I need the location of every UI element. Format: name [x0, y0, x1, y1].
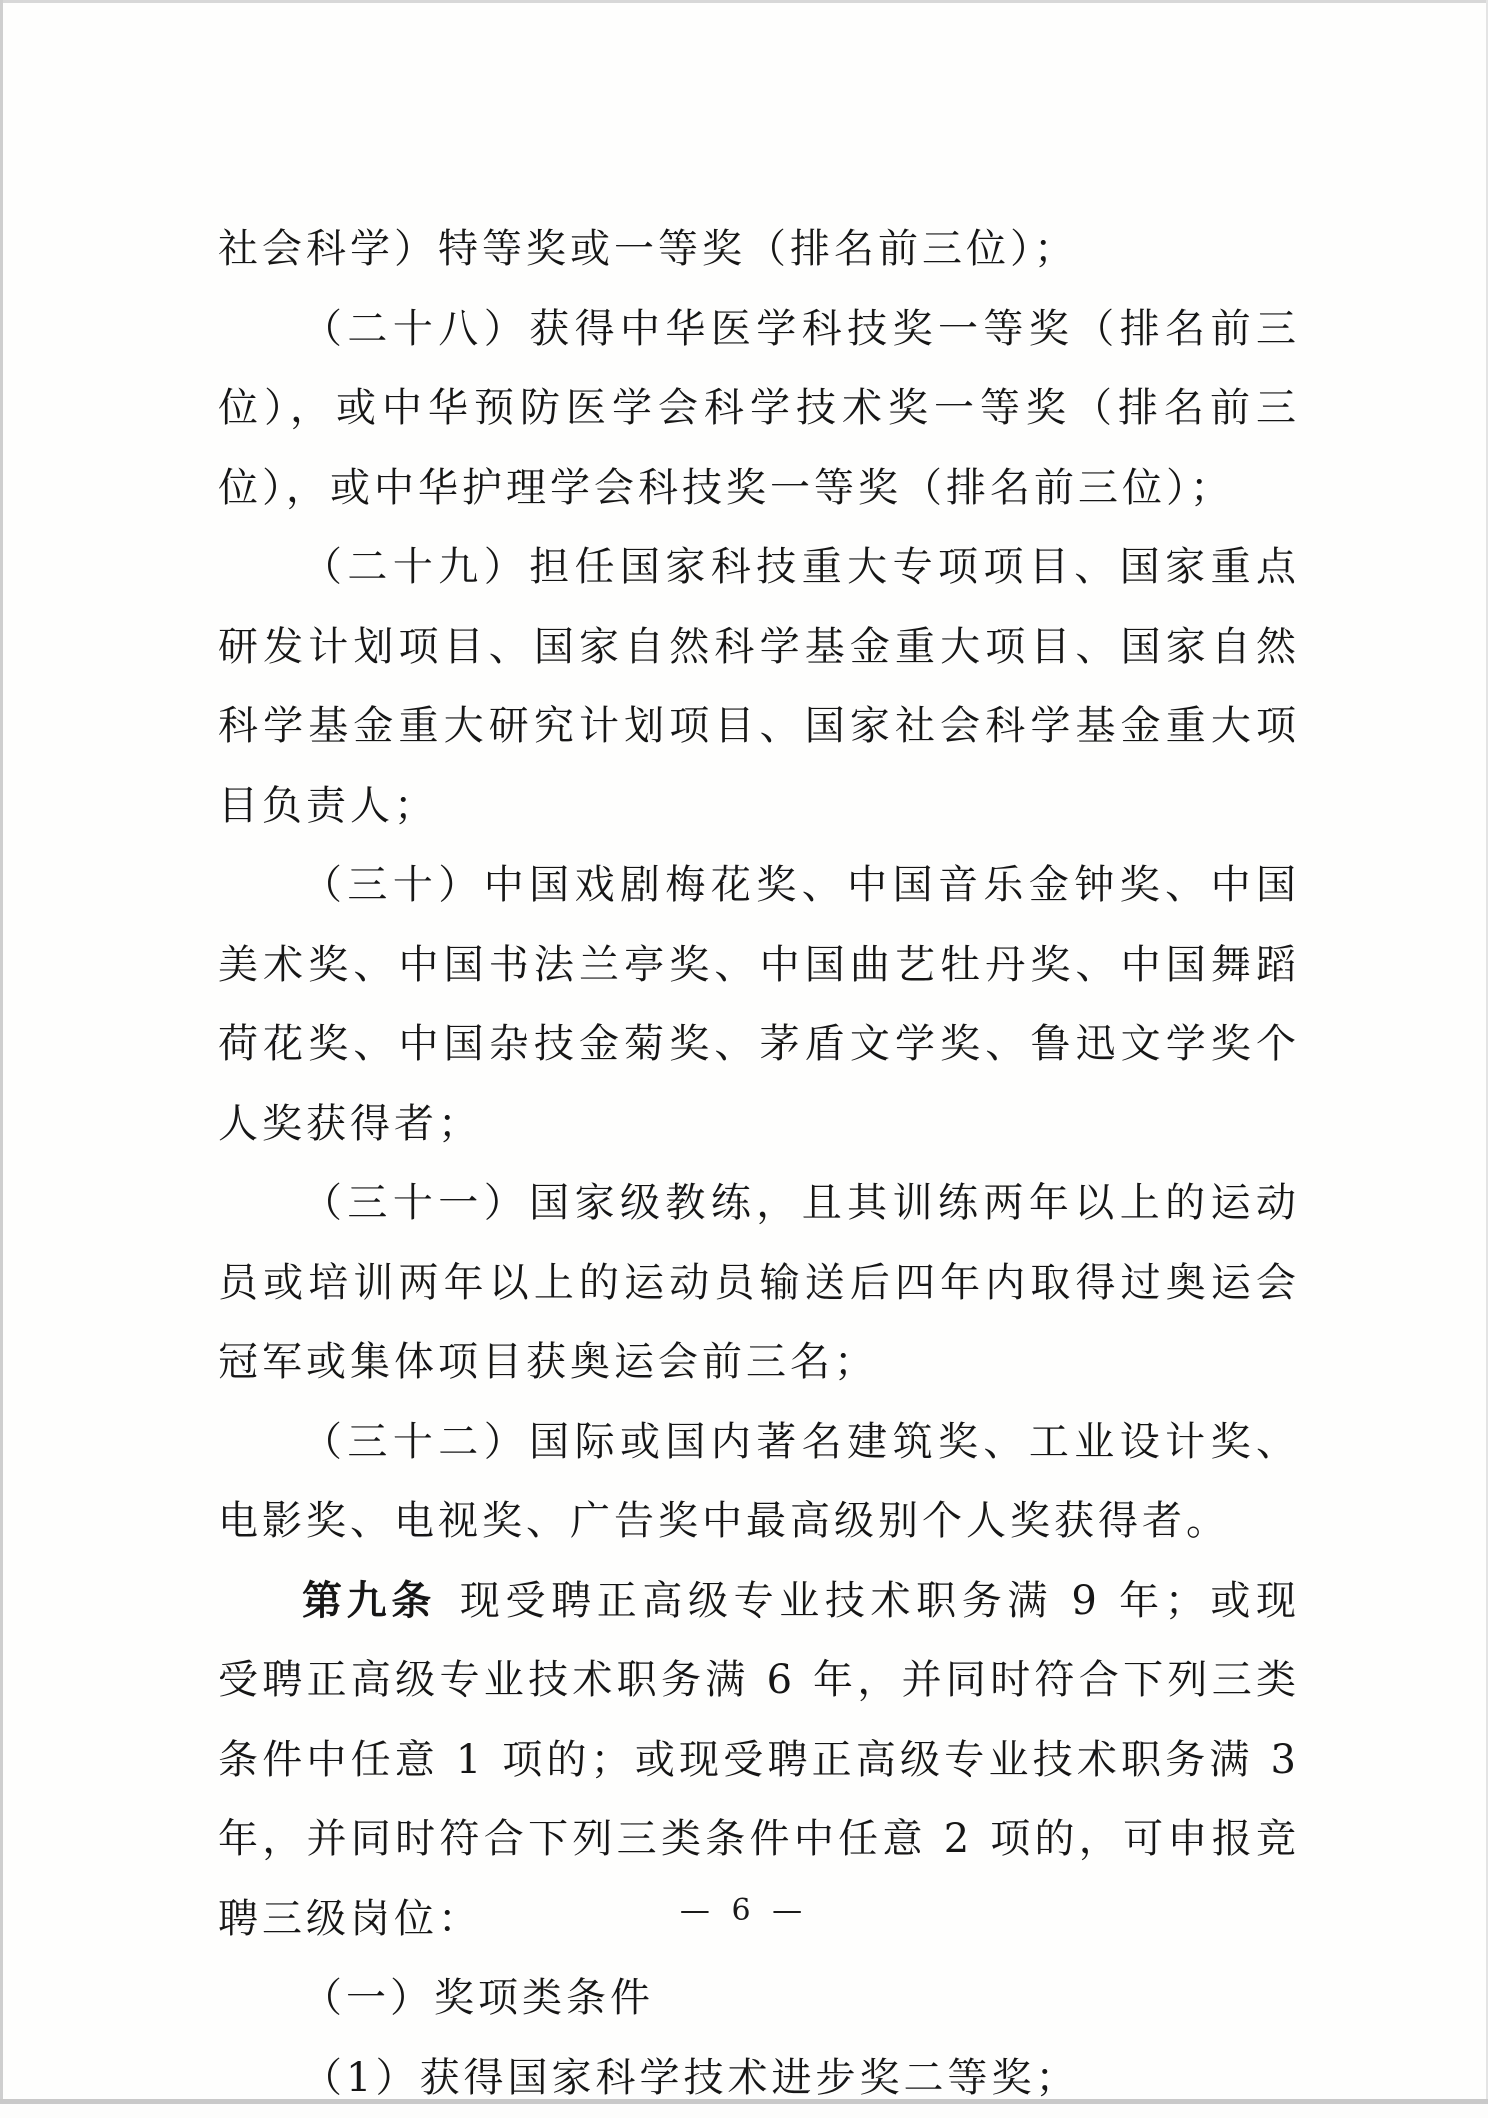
paragraph-item-32: （三十二）国际或国内著名建筑奖、工业设计奖、电影奖、电视奖、广告奖中最高级别个人奖获得者。 [218, 1403, 1300, 1562]
body-text [218, 210, 1300, 2118]
article-body: 现受聘正高级专业技术职务满 9 年；或现受聘正高级专业技术职务满 6 年，并同时符合下列三类条件中任意 1 项的；或现受聘正高级专业技术职务满 3 年，并同时符合下列三类条件中任意 2 项的，可申报竞聘三级岗位： [218, 1578, 1300, 1942]
scan-edge-top [0, 0, 1488, 3]
paragraph-item-28: （二十八）获得中华医学科技奖一等奖（排名前三位），或中华预防医学会科学技术奖一等奖（排名前三位），或中华护理学会科技奖一等奖（排名前三位）； [218, 290, 1300, 529]
paragraph-item-31: （三十一）国家级教练，且其训练两年以上的运动员或培训两年以上的运动员输送后四年内取得过奥运会冠军或集体项目获奥运会前三名； [218, 1164, 1300, 1403]
paragraph-item-30: （三十）中国戏剧梅花奖、中国音乐金钟奖、中国美术奖、中国书法兰亭奖、中国曲艺牡丹奖、中国舞蹈荷花奖、中国杂技金菊奖、茅盾文学奖、鲁迅文学奖个人奖获得者； [218, 846, 1300, 1164]
article-heading: 第九条 [302, 1578, 436, 1624]
paragraph-category-awards: （一）奖项类条件 [218, 1959, 1300, 2039]
paragraph-item-29: （二十九）担任国家科技重大专项项目、国家重点研发计划项目、国家自然科学基金重大项目、国家自然科学基金重大研究计划项目、国家社会科学基金重大项目负责人； [218, 528, 1300, 846]
paragraph-award-1: （1）获得国家科学技术进步奖二等奖； [218, 2039, 1300, 2118]
scan-edge-left [0, 0, 3, 2104]
paragraph-continuation: 社会科学）特等奖或一等奖（排名前三位）； [218, 210, 1300, 290]
page-number: — 6 — [0, 1893, 1488, 1928]
